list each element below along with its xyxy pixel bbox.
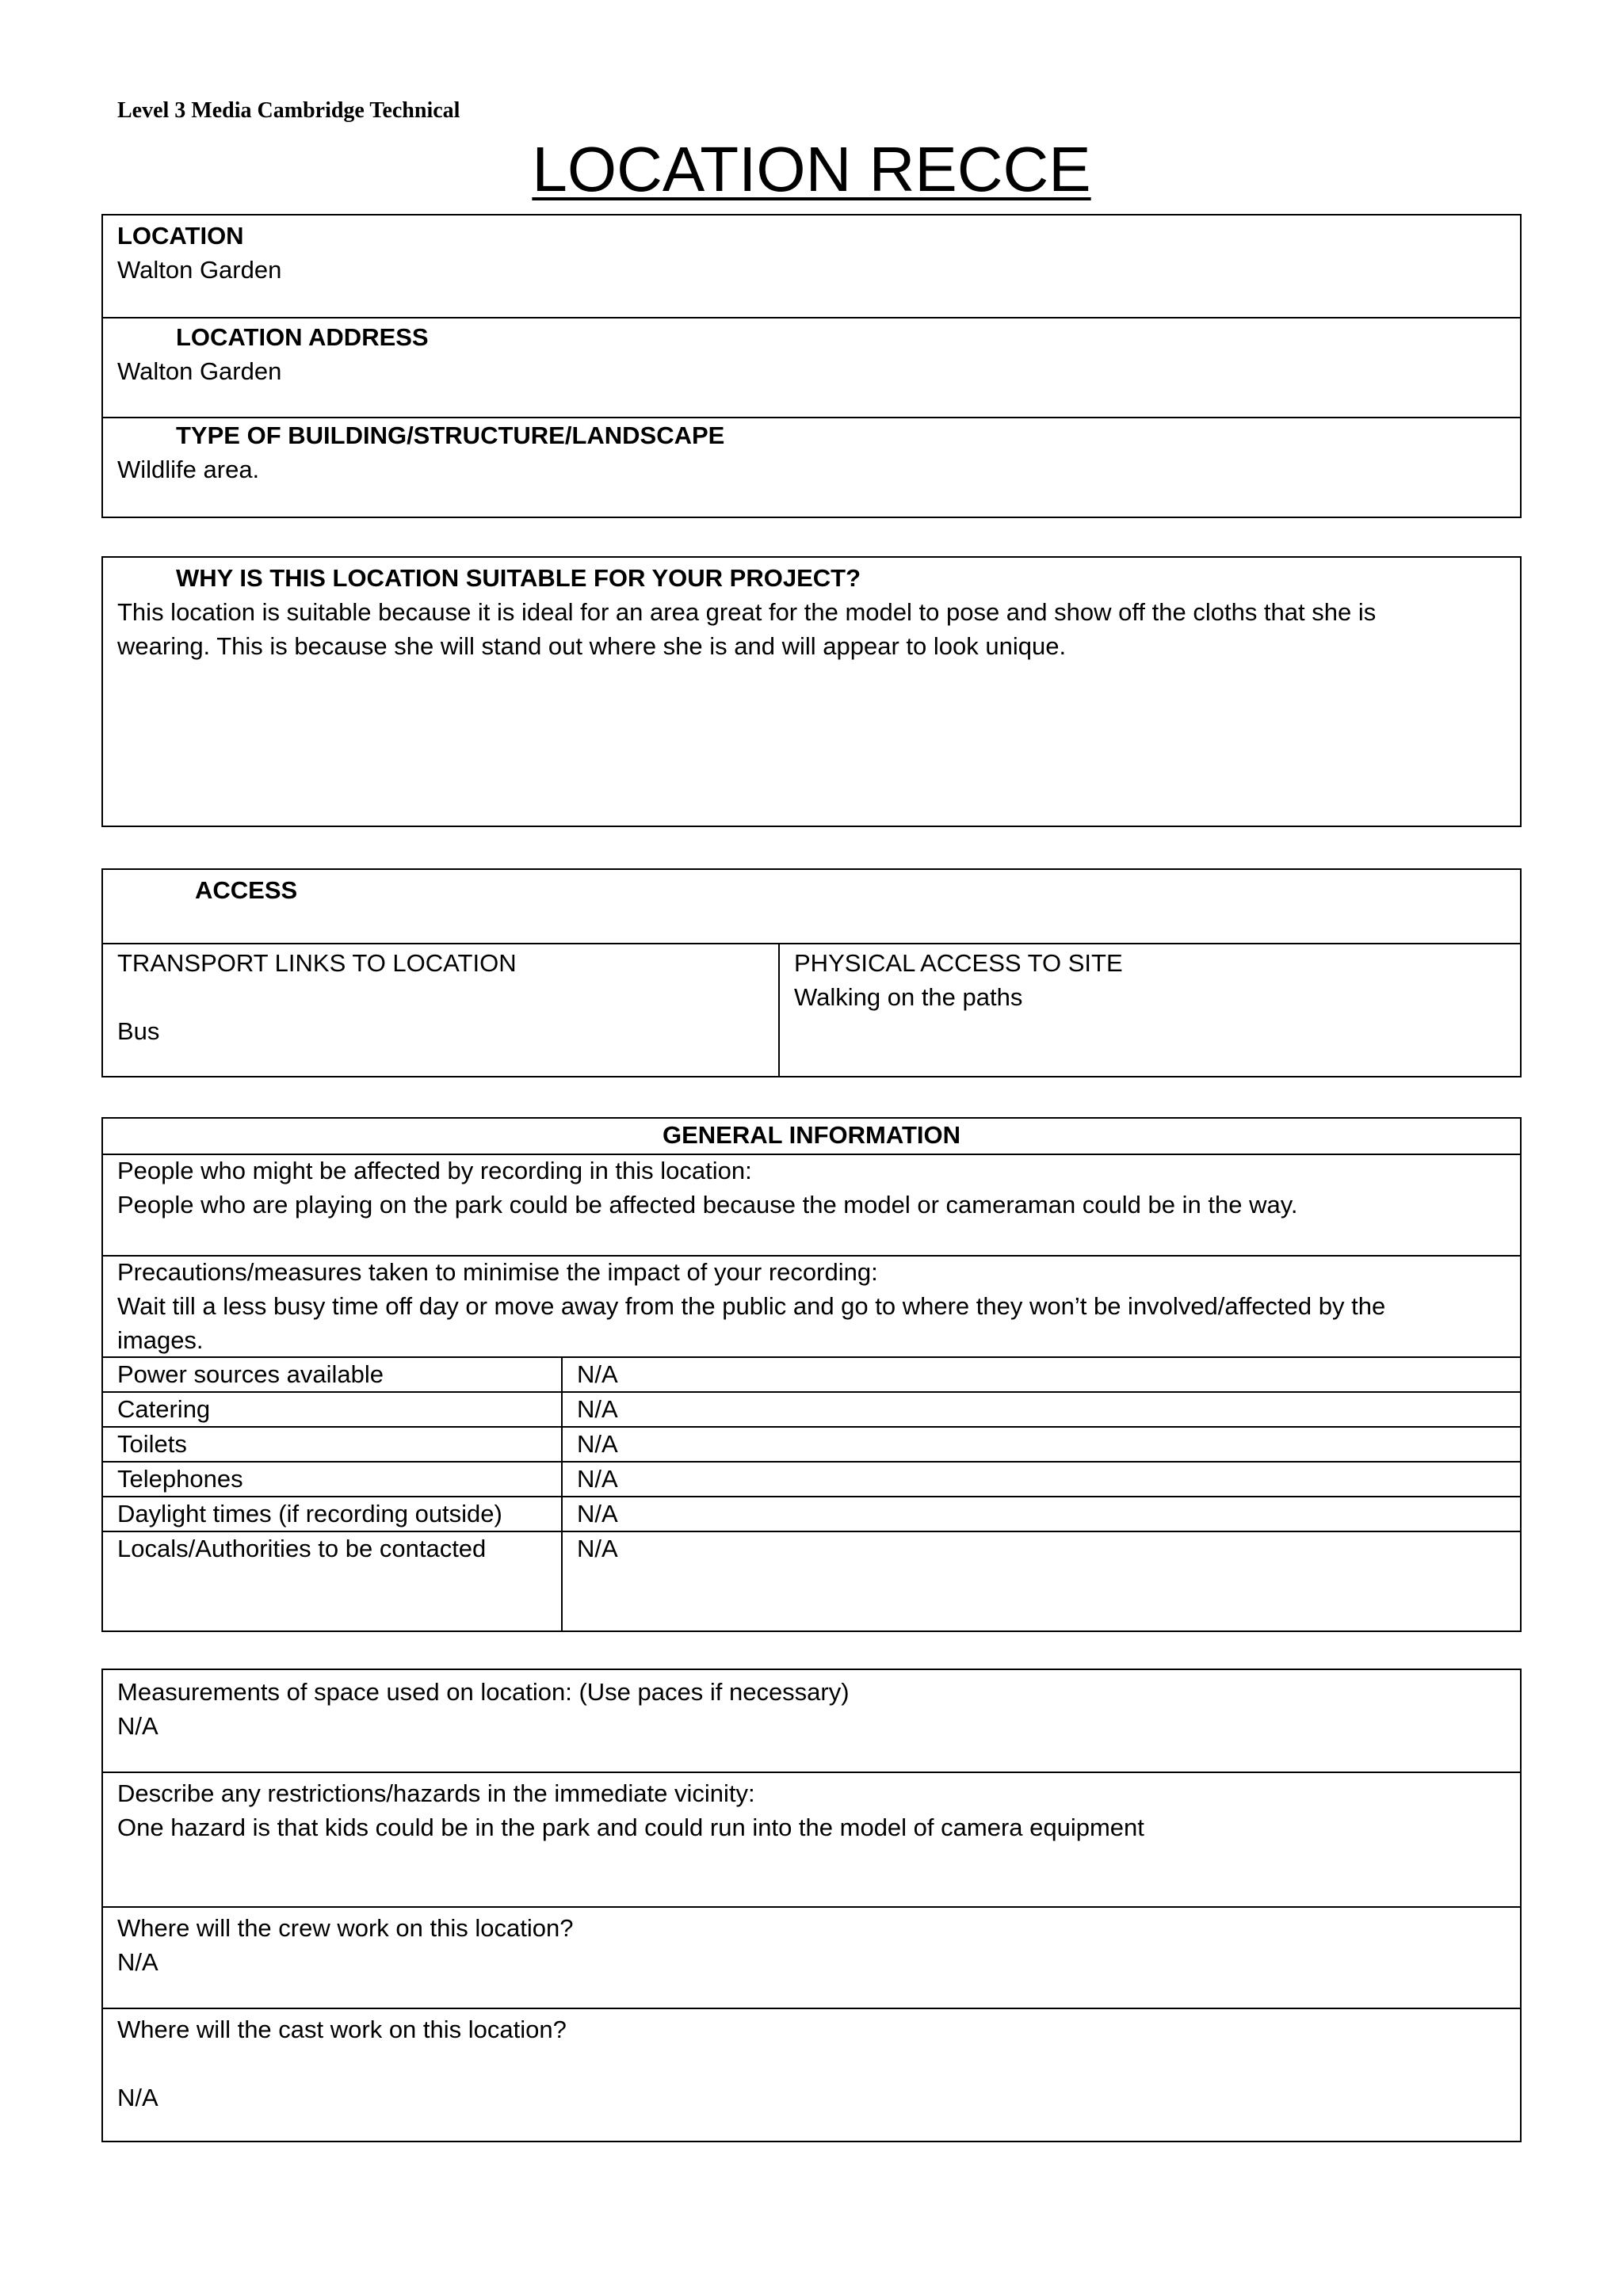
suitability-label: WHY IS THIS LOCATION SUITABLE FOR YOUR PROJECT? [176, 564, 861, 592]
page-title [0, 132, 1623, 208]
affected-value: People who are playing on the park could be affected because the model or cameraman could be in the way. [117, 1191, 1298, 1219]
facility-label-cell [103, 1497, 563, 1531]
location-address-value: Walton Garden [117, 357, 282, 385]
facility-value: N/A [577, 1500, 618, 1527]
facility-value: N/A [577, 1395, 618, 1423]
general-heading-row [103, 1119, 1520, 1154]
measurements-value: N/A [117, 1712, 158, 1740]
location-address-row [103, 317, 1520, 417]
suitability-line-2: wearing. This is because she will stand out where she is and will appear to look unique. [117, 632, 1067, 660]
building-type-label: TYPE OF BUILDING/STRUCTURE/LANDSCAPE [176, 421, 725, 449]
building-type-row [103, 417, 1520, 518]
suitability-section [101, 556, 1522, 827]
facility-label: Daylight times (if recording outside) [117, 1500, 502, 1527]
access-details-row [103, 943, 1520, 1077]
facility-row [103, 1461, 1520, 1496]
location-value: Walton Garden [117, 256, 282, 284]
access-label: ACCESS [195, 876, 298, 904]
facility-value-cell [563, 1532, 1520, 1632]
cast-value: N/A [117, 2084, 158, 2111]
precautions-line-1: Wait till a less busy time off day or move away from the public and go to where they won’t be involved/affected by the [117, 1292, 1386, 1320]
location-section [101, 214, 1522, 518]
facility-label: Telephones [117, 1465, 243, 1493]
building-type-value: Wildlife area. [117, 456, 260, 483]
location-row [103, 215, 1520, 317]
transport-cell [103, 944, 780, 1077]
general-heading: GENERAL INFORMATION [662, 1121, 960, 1149]
precautions-line-2: images. [117, 1326, 204, 1354]
access-section [101, 868, 1522, 1077]
facility-label: Power sources available [117, 1360, 384, 1388]
hazards-row [103, 1772, 1520, 1906]
facility-row [103, 1496, 1520, 1531]
precautions-row [103, 1255, 1520, 1356]
facility-label: Toilets [117, 1430, 187, 1458]
facility-value: N/A [577, 1360, 618, 1388]
crew-row [103, 1906, 1520, 2008]
facility-label: Catering [117, 1395, 211, 1423]
facility-row [103, 1531, 1520, 1632]
facility-value-cell [563, 1463, 1520, 1496]
hazards-label: Describe any restrictions/hazards in the immediate vicinity: [117, 1779, 755, 1807]
physical-access-value: Walking on the paths [794, 983, 1023, 1011]
facility-value-cell [563, 1358, 1520, 1391]
facility-row [103, 1391, 1520, 1426]
facility-value-cell [563, 1497, 1520, 1531]
location-address-label: LOCATION ADDRESS [176, 323, 429, 351]
location-details-section [101, 1669, 1522, 2142]
facility-value: N/A [577, 1535, 618, 1562]
facility-value-cell [563, 1428, 1520, 1461]
cast-row [103, 2008, 1520, 2142]
page-title-text: LOCATION RECCE [532, 134, 1091, 204]
access-header-row [103, 870, 1520, 943]
facility-label-cell [103, 1358, 563, 1391]
measurements-label: Measurements of space used on location: (Use paces if necessary) [117, 1678, 850, 1706]
facility-label-cell [103, 1463, 563, 1496]
general-information-section [101, 1117, 1522, 1632]
transport-label: TRANSPORT LINKS TO LOCATION [117, 949, 517, 977]
facility-row [103, 1426, 1520, 1461]
facility-value: N/A [577, 1430, 618, 1458]
measurements-row [103, 1670, 1520, 1772]
crew-label: Where will the crew work on this location? [117, 1914, 574, 1942]
facility-label: Locals/Authorities to be contacted [117, 1535, 487, 1562]
transport-value: Bus [117, 1017, 160, 1045]
facility-value: N/A [577, 1465, 618, 1493]
affected-row [103, 1154, 1520, 1255]
hazards-value: One hazard is that kids could be in the park and could run into the model of camera equipment [117, 1814, 1144, 1841]
affected-label: People who might be affected by recording in this location: [117, 1157, 752, 1184]
cast-label: Where will the cast work on this location? [117, 2016, 567, 2043]
suitability-line-1: This location is suitable because it is ideal for an area great for the model to pose and show off the cloths that she is [117, 598, 1377, 626]
facility-value-cell [563, 1393, 1520, 1426]
course-label: Level 3 Media Cambridge Technical [117, 98, 460, 123]
location-label: LOCATION [117, 222, 244, 250]
facility-label-cell [103, 1428, 563, 1461]
physical-access-cell [780, 944, 1520, 1077]
precautions-label: Precautions/measures taken to minimise the impact of your recording: [117, 1258, 878, 1286]
physical-access-label: PHYSICAL ACCESS TO SITE [794, 949, 1123, 977]
crew-value: N/A [117, 1948, 158, 1976]
facility-label-cell [103, 1532, 563, 1632]
facility-row [103, 1356, 1520, 1391]
facility-label-cell [103, 1393, 563, 1426]
